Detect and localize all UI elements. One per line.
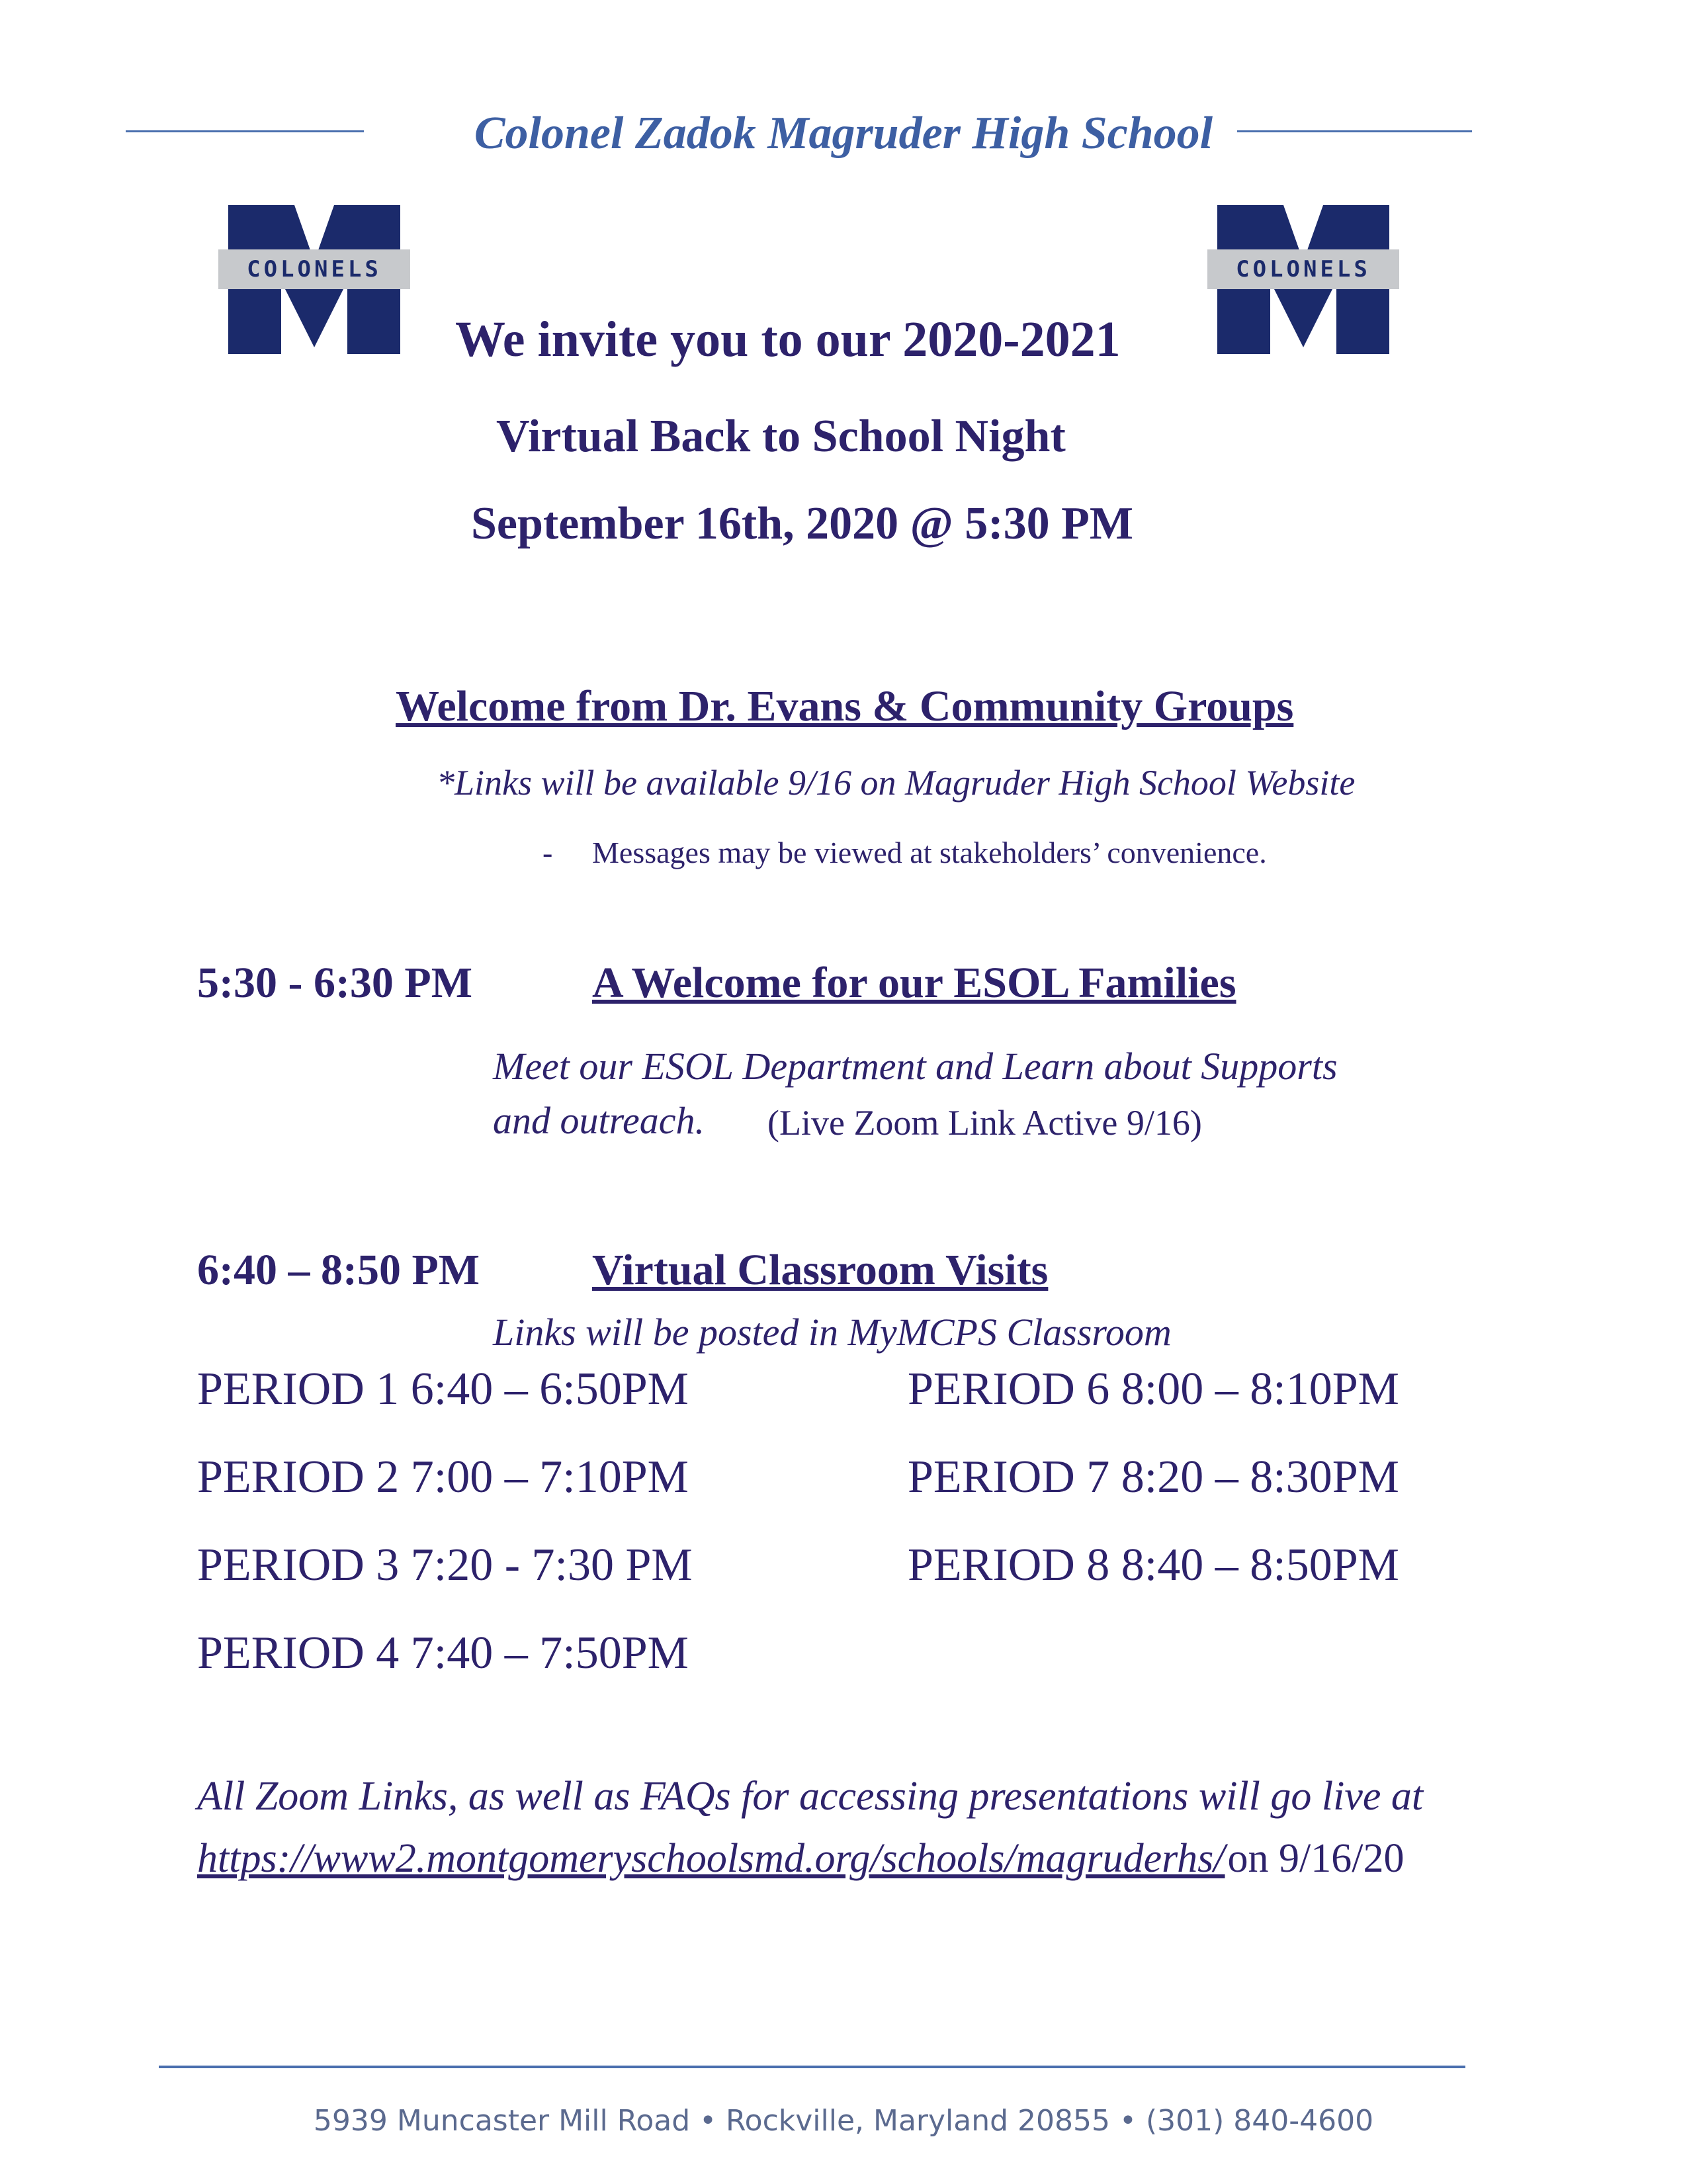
esol-section-title: A Welcome for our ESOL Families [592, 959, 1236, 1007]
go-live-date: on 9/16/20 [1227, 1836, 1405, 1881]
logo-banner-text: COLONELS [1236, 256, 1371, 283]
school-name-heading [0, 107, 1687, 160]
period-1-time: PERIOD 1 6:40 – 6:50PM [197, 1364, 689, 1415]
school-website-link[interactable]: https://www2.montgomeryschoolsmd.org/schools/magruderhs/ [197, 1836, 1225, 1881]
period-6-time: PERIOD 6 8:00 – 8:10PM [908, 1364, 1399, 1415]
invite-heading: We invite you to our 2020-2021 [455, 312, 1121, 367]
classroom-time: 6:40 – 8:50 PM [197, 1246, 480, 1294]
period-8-time: PERIOD 8 8:40 – 8:50PM [908, 1540, 1399, 1591]
footer-address: 5939 Muncaster Mill Road • Rockville, Maryland 20855 • (301) 840-4600 [313, 2104, 1374, 2138]
esol-description-line1: Meet our ESOL Department and Learn about Supports [493, 1045, 1338, 1088]
welcome-bullet-text: Messages may be viewed at stakeholders’ convenience. [592, 836, 1267, 869]
colonels-logo-right [1207, 202, 1399, 354]
welcome-section-title: Welcome from Dr. Evans & Community Groups [396, 682, 1294, 730]
zoom-links-statement: All Zoom Links, as well as FAQs for accessing presentations will go live at [197, 1774, 1424, 1819]
classroom-links-note: Links will be posted in MyMCPS Classroom [493, 1311, 1172, 1354]
period-3-time: PERIOD 3 7:20 - 7:30 PM [197, 1540, 693, 1591]
event-title: Virtual Back to School Night [496, 411, 1066, 462]
period-2-time: PERIOD 2 7:00 – 7:10PM [197, 1452, 689, 1503]
school-website-line [197, 1835, 1404, 1882]
logo-banner-text: COLONELS [247, 256, 382, 283]
esol-description-line2: and outreach. [493, 1099, 705, 1142]
event-date: September 16th, 2020 @ 5:30 PM [471, 498, 1133, 549]
period-7-time: PERIOD 7 8:20 – 8:30PM [908, 1452, 1399, 1503]
period-4-time: PERIOD 4 7:40 – 7:50PM [197, 1628, 689, 1679]
classroom-section-title: Virtual Classroom Visits [592, 1246, 1049, 1294]
welcome-bullet-marker: - [542, 836, 553, 869]
esol-time: 5:30 - 6:30 PM [197, 959, 473, 1007]
footer-rule [159, 2066, 1465, 2068]
colonels-logo-left [218, 202, 410, 354]
welcome-links-note: *Links will be available 9/16 on Magruder High School Website [437, 763, 1356, 803]
esol-zoom-note: (Live Zoom Link Active 9/16) [767, 1103, 1202, 1143]
school-name-text: Colonel Zadok Magruder High School [458, 108, 1229, 159]
